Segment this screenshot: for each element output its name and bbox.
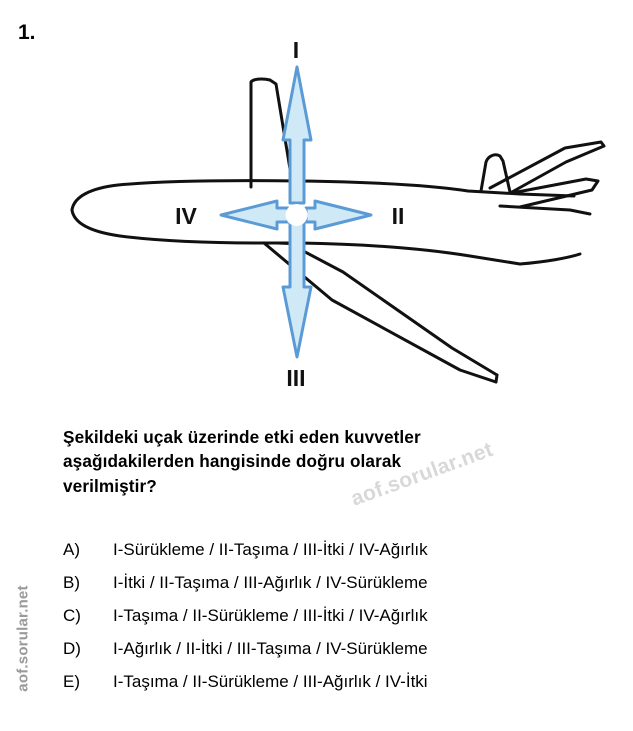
option-text-b: I-İtki / II-Taşıma / III-Ağırlık / IV-Sürükleme	[113, 573, 428, 592]
option-letter-a: A)	[63, 540, 80, 559]
option-letter-d: D)	[63, 639, 81, 658]
option-text-d: I-Ağırlık / II-İtki / III-Taşıma / IV-Sürükleme	[113, 639, 428, 658]
watermark-diagonal: aof.sorular.net	[348, 437, 497, 511]
question-stem-line-3: verilmiştir?	[63, 475, 157, 496]
option-text-e: I-Taşıma / II-Sürükleme / III-Ağırlık / IV-İtki	[113, 672, 428, 691]
answer-option-e[interactable]	[63, 665, 623, 698]
question-stem	[63, 425, 571, 498]
label-force-II: II	[391, 203, 405, 229]
answer-options-list	[63, 533, 623, 698]
answer-option-a[interactable]	[63, 533, 623, 566]
option-text-a: I-Sürükleme / II-Taşıma / III-İtki / IV-Ağırlık	[113, 540, 428, 559]
label-force-III: III	[286, 365, 306, 391]
answer-option-b[interactable]	[63, 566, 623, 599]
option-letter-c: C)	[63, 606, 81, 625]
watermark-vertical: aof.sorular.net	[14, 585, 32, 692]
question-stem-line-2: aşağıdakilerden hangisinde doğru olarak	[63, 451, 402, 472]
arrow-right-II	[306, 201, 371, 229]
question-stem-line-1: Şekildeki uçak üzerinde etki eden kuvvetler	[63, 427, 421, 447]
option-text-c: I-Taşıma / II-Sürükleme / III-İtki / IV-Ağırlık	[113, 606, 428, 625]
label-force-I: I	[292, 37, 300, 63]
airplane-force-diagram	[0, 10, 633, 410]
answer-option-c[interactable]	[63, 599, 623, 632]
arrow-center-gap	[286, 204, 308, 226]
option-letter-b: B)	[63, 573, 80, 592]
option-letter-e: E)	[63, 672, 80, 691]
question-number: 1.	[18, 21, 36, 44]
arrow-left-IV	[221, 201, 288, 229]
answer-option-d[interactable]	[63, 632, 623, 665]
airplane-diagram-svg	[0, 10, 633, 410]
label-force-IV: IV	[175, 203, 197, 229]
airplane-outline	[72, 79, 604, 382]
